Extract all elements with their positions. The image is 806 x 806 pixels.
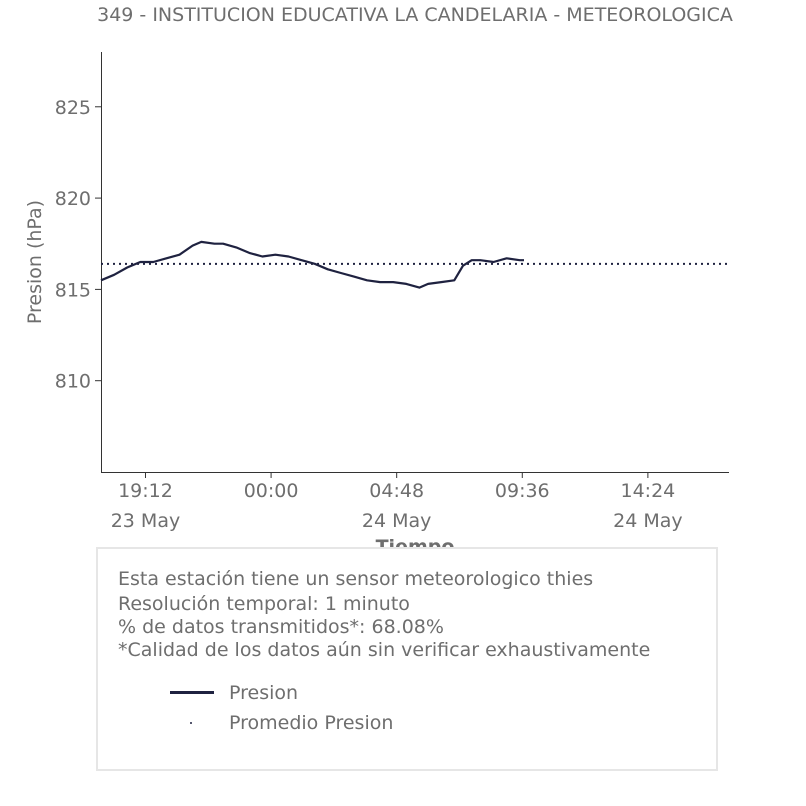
x-tick-time-label: 00:00 (243, 480, 299, 502)
x-tick-time-label: 19:12 (118, 480, 173, 502)
x-tick-date-label: 23 May (110, 510, 181, 532)
y-axis-label: Presion (hPa) (24, 199, 46, 325)
info-box (96, 547, 718, 771)
sensor-info-text: Esta estación tiene un sensor meteorologico thies (118, 568, 594, 590)
transmitted-text: % de datos transmitidos*: 68.08% (118, 616, 444, 638)
y-tick-label: 810 (54, 370, 91, 393)
y-tick-label: 815 (54, 279, 91, 302)
x-tick-time-label: 04:48 (369, 480, 425, 502)
x-tick-time-label: 14:24 (620, 480, 676, 502)
x-tick-time-label: 09:36 (494, 480, 550, 502)
resolution-text: Resolución temporal: 1 minuto (118, 593, 410, 615)
legend-dot-swatch (190, 722, 192, 724)
legend-line-swatch (170, 691, 214, 694)
legend-series-label: Presion (229, 682, 299, 704)
x-tick-date-label: 24 May (613, 510, 683, 532)
quality-note-text: *Calidad de los datos aún sin verificar exhaustivamente (118, 639, 651, 661)
chart-title: 349 - INSTITUCION EDUCATIVA LA CANDELARIA - METEOROLOGICA (97, 4, 733, 26)
x-tick-date-label: 24 May (361, 510, 432, 532)
y-tick-label: 825 (54, 96, 91, 119)
y-tick-label: 820 (54, 188, 91, 211)
legend-mean-label: Promedio Presion (229, 712, 394, 734)
